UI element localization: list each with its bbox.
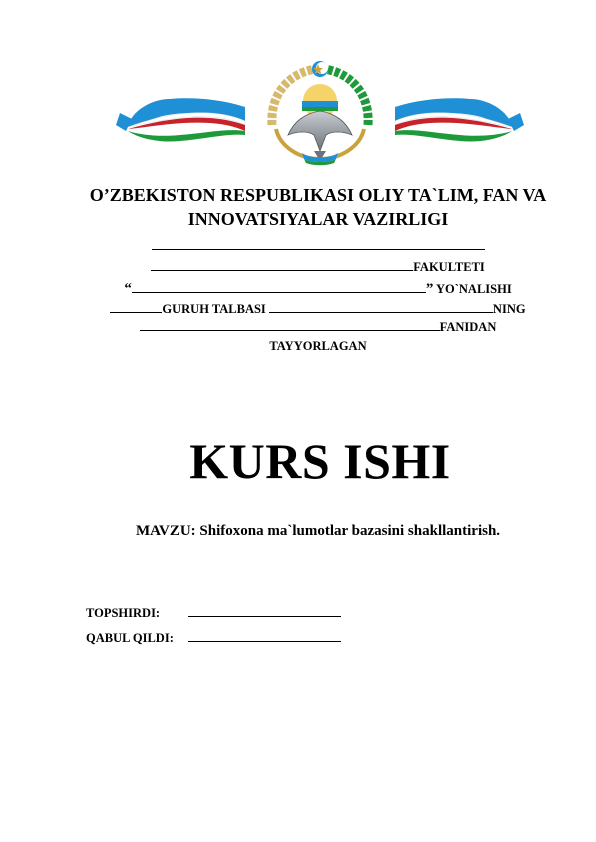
institution-blank-line (60, 238, 576, 254)
accepted-blank (188, 630, 341, 642)
ministry-line-1: O’ZBEKISTON RESPUBLIKASI OLIY TA`LIM, FAN VA (89, 185, 547, 205)
prepared-label: TAYYORLAGAN (269, 339, 367, 353)
submitted-label: TOPSHIRDI: (86, 606, 161, 620)
right-ribbon (395, 98, 524, 141)
faculty-line (60, 259, 576, 275)
subject-blank (140, 319, 440, 331)
student-name-blank (269, 301, 493, 313)
direction-label: YO`NALISHI (433, 282, 512, 296)
direction-line (60, 281, 576, 298)
group-label: GURUH TALBASI (162, 302, 269, 316)
left-ribbon (116, 98, 245, 141)
accepted-row (86, 630, 341, 646)
ministry-name (60, 183, 576, 231)
group-line (60, 301, 576, 317)
submitted-blank (188, 605, 341, 617)
direction-blank (132, 281, 426, 293)
group-suffix: NING (492, 302, 526, 316)
direction-close-quote: ” (425, 281, 434, 297)
subject-label: FANIDAN (439, 320, 497, 334)
subject-line (60, 319, 576, 335)
group-number-blank (110, 301, 162, 313)
direction-open-quote: “ (124, 281, 132, 297)
accepted-label: QABUL QILDI: (86, 631, 174, 645)
faculty-label: FAKULTETI (413, 260, 485, 274)
central-emblem (272, 61, 368, 165)
topic: MAVZU: Shifoxona ma`lumotlar bazasini shakllantirish. (135, 523, 501, 539)
faculty-blank (151, 259, 413, 271)
document-title: KURS ISHI (189, 433, 451, 489)
institution-blank (152, 238, 485, 250)
submitted-row (86, 605, 341, 621)
ministry-line-2: INNOVATSIYALAR VAZIRLIGI (187, 209, 449, 229)
prepared-line (60, 339, 576, 354)
state-emblem-icon (110, 55, 530, 167)
